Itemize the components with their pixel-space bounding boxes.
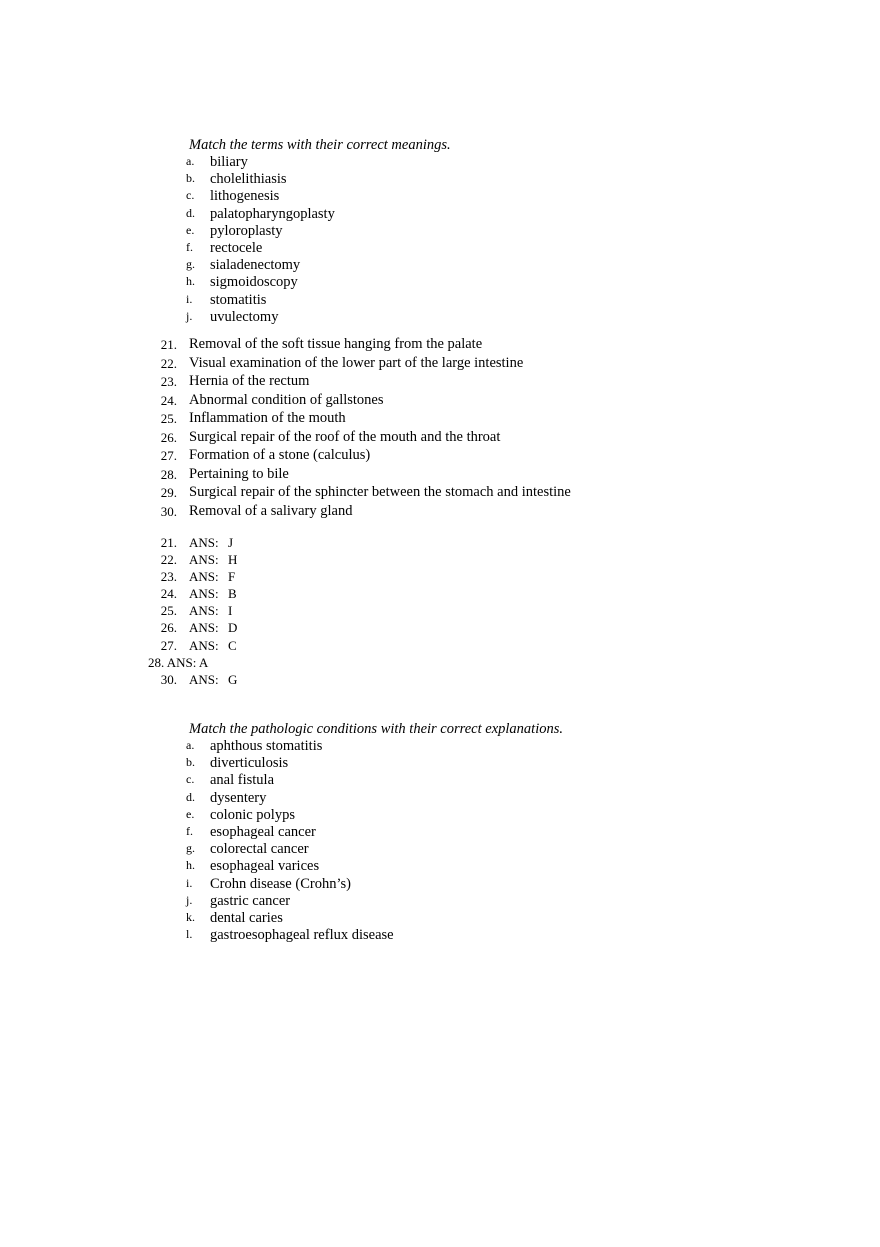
option-term: anal fistula xyxy=(210,772,275,789)
answer-label: ANS: xyxy=(189,620,219,636)
option-letter: k. xyxy=(186,909,195,924)
answer-value: G xyxy=(228,671,238,687)
answer-label: ANS: xyxy=(189,603,219,619)
option-term: colonic polyps xyxy=(210,806,295,823)
question-item xyxy=(150,484,750,503)
answer-label: ANS: xyxy=(189,569,219,585)
option-term: pyloroplasty xyxy=(210,222,283,239)
option-letter: e. xyxy=(186,222,195,237)
option-item xyxy=(186,824,686,841)
question-item xyxy=(150,410,750,429)
answer-value: B xyxy=(228,586,237,602)
question-text: Hernia of the rectum xyxy=(189,373,310,389)
answer-value: I xyxy=(228,603,233,619)
option-letter: h. xyxy=(186,274,195,289)
question-item xyxy=(150,355,750,374)
option-letter: c. xyxy=(186,772,195,787)
option-item xyxy=(186,257,686,274)
answer-label: ANS: xyxy=(189,552,219,568)
option-item xyxy=(186,738,686,755)
answer-number: 24. xyxy=(160,586,177,602)
option-letter: e. xyxy=(186,806,195,821)
answer-value: D xyxy=(228,620,238,636)
option-item xyxy=(186,154,686,171)
answer-number: 26. xyxy=(160,620,177,636)
question-item xyxy=(150,336,750,355)
option-letter: a. xyxy=(186,154,195,168)
question-text: Pertaining to bile xyxy=(189,465,289,482)
option-letter: d. xyxy=(186,205,195,220)
question-text: Abnormal condition of gallstones xyxy=(189,391,384,408)
option-term: aphthous stomatitis xyxy=(210,738,323,754)
option-letter: b. xyxy=(186,171,195,186)
answer-label: ANS: xyxy=(189,637,219,653)
answer-number: 22. xyxy=(160,552,177,568)
option-term: palatopharyngoplasty xyxy=(210,205,335,222)
question-number: 22. xyxy=(160,355,177,371)
answer-number: 27. xyxy=(160,637,177,653)
question-item xyxy=(150,447,750,466)
option-term: lithogenesis xyxy=(210,188,280,205)
option-term: esophageal varices xyxy=(210,858,320,875)
answer-item xyxy=(150,534,450,551)
option-term: Crohn disease (Crohn’s) xyxy=(210,875,351,892)
option-letter: f. xyxy=(186,823,193,838)
option-item xyxy=(186,206,686,223)
answer-number: 30. xyxy=(160,671,177,687)
section1-title: Match the terms with their correct meanings. xyxy=(189,137,451,153)
question-text: Removal of a salivary gland xyxy=(189,502,353,519)
option-term: rectocele xyxy=(210,239,263,256)
answer-item xyxy=(150,671,450,688)
option-item xyxy=(186,790,686,807)
question-number: 29. xyxy=(160,485,177,500)
option-letter: i. xyxy=(186,875,193,890)
answer-item xyxy=(150,654,450,671)
question-text: Visual examination of the lower part of the large intestine xyxy=(189,354,524,371)
question-number: 21. xyxy=(160,337,177,352)
option-item xyxy=(186,807,686,824)
answer-inline: 28. ANS: A xyxy=(148,654,209,670)
section2-options xyxy=(186,738,686,944)
option-term: colorectal cancer xyxy=(210,841,309,858)
question-text: Surgical repair of the roof of the mouth and the throat xyxy=(189,428,501,445)
question-number: 26. xyxy=(160,429,177,445)
answer-value: H xyxy=(228,552,238,568)
question-text: Surgical repair of the sphincter between the stomach and intestine xyxy=(189,484,571,500)
option-letter: f. xyxy=(186,239,193,254)
question-number: 28. xyxy=(160,466,177,482)
option-item xyxy=(186,841,686,858)
answer-item xyxy=(150,602,450,619)
answer-number: 25. xyxy=(160,603,177,619)
option-term: diverticulosis xyxy=(210,755,289,772)
question-item xyxy=(150,373,750,392)
option-term: cholelithiasis xyxy=(210,171,287,188)
question-text: Formation of a stone (calculus) xyxy=(189,447,371,463)
question-item xyxy=(150,392,750,411)
answer-label: ANS: xyxy=(189,671,219,687)
option-item xyxy=(186,240,686,257)
option-letter: g. xyxy=(186,841,195,856)
section2-title: Match the pathologic conditions with their correct explanations. xyxy=(189,721,563,737)
answer-value: F xyxy=(228,569,236,585)
option-item xyxy=(186,858,686,875)
option-term: stomatitis xyxy=(210,291,267,308)
option-item xyxy=(186,755,686,772)
question-item xyxy=(150,429,750,448)
option-letter: b. xyxy=(186,755,195,770)
question-number: 30. xyxy=(160,503,177,519)
option-item xyxy=(186,188,686,205)
answer-label: ANS: xyxy=(189,535,219,550)
section1-questions xyxy=(150,336,750,521)
option-item xyxy=(186,927,686,944)
option-letter: d. xyxy=(186,789,195,804)
option-item xyxy=(186,876,686,893)
option-item xyxy=(186,223,686,240)
option-letter: i. xyxy=(186,291,193,306)
option-term: gastric cancer xyxy=(210,892,291,909)
answer-value: J xyxy=(228,535,234,550)
question-item xyxy=(150,466,750,485)
option-term: sialadenectomy xyxy=(210,257,301,274)
question-number: 24. xyxy=(160,392,177,408)
option-item xyxy=(186,309,686,326)
answer-item xyxy=(150,637,450,654)
section1-answers xyxy=(150,534,450,688)
option-letter: g. xyxy=(186,257,195,272)
question-text: Removal of the soft tissue hanging from the palate xyxy=(189,336,483,352)
option-item xyxy=(186,171,686,188)
answer-item xyxy=(150,585,450,602)
option-letter: l. xyxy=(186,927,193,942)
option-letter: j. xyxy=(186,892,193,907)
option-letter: a. xyxy=(186,738,195,752)
question-text: Inflammation of the mouth xyxy=(189,410,346,426)
option-term: esophageal cancer xyxy=(210,823,316,840)
option-term: biliary xyxy=(210,154,248,170)
option-item xyxy=(186,772,686,789)
option-term: dysentery xyxy=(210,789,267,806)
question-item xyxy=(150,503,750,522)
option-term: sigmoidoscopy xyxy=(210,274,298,291)
question-number: 27. xyxy=(160,448,177,463)
answer-item xyxy=(150,619,450,636)
option-item xyxy=(186,274,686,291)
option-item xyxy=(186,292,686,309)
option-letter: c. xyxy=(186,188,195,203)
question-number: 25. xyxy=(160,411,177,426)
option-term: uvulectomy xyxy=(210,308,279,325)
answer-item xyxy=(150,551,450,568)
option-letter: h. xyxy=(186,858,195,873)
answer-item xyxy=(150,568,450,585)
section1-options xyxy=(186,154,686,326)
option-term: gastroesophageal reflux disease xyxy=(210,927,394,944)
option-term: dental caries xyxy=(210,909,283,926)
answer-value: C xyxy=(228,637,237,653)
answer-number: 21. xyxy=(160,535,177,550)
question-number: 23. xyxy=(160,374,177,389)
option-item xyxy=(186,893,686,910)
option-letter: j. xyxy=(186,308,193,323)
answer-label: ANS: xyxy=(189,586,219,602)
option-item xyxy=(186,910,686,927)
answer-number: 23. xyxy=(160,569,177,585)
